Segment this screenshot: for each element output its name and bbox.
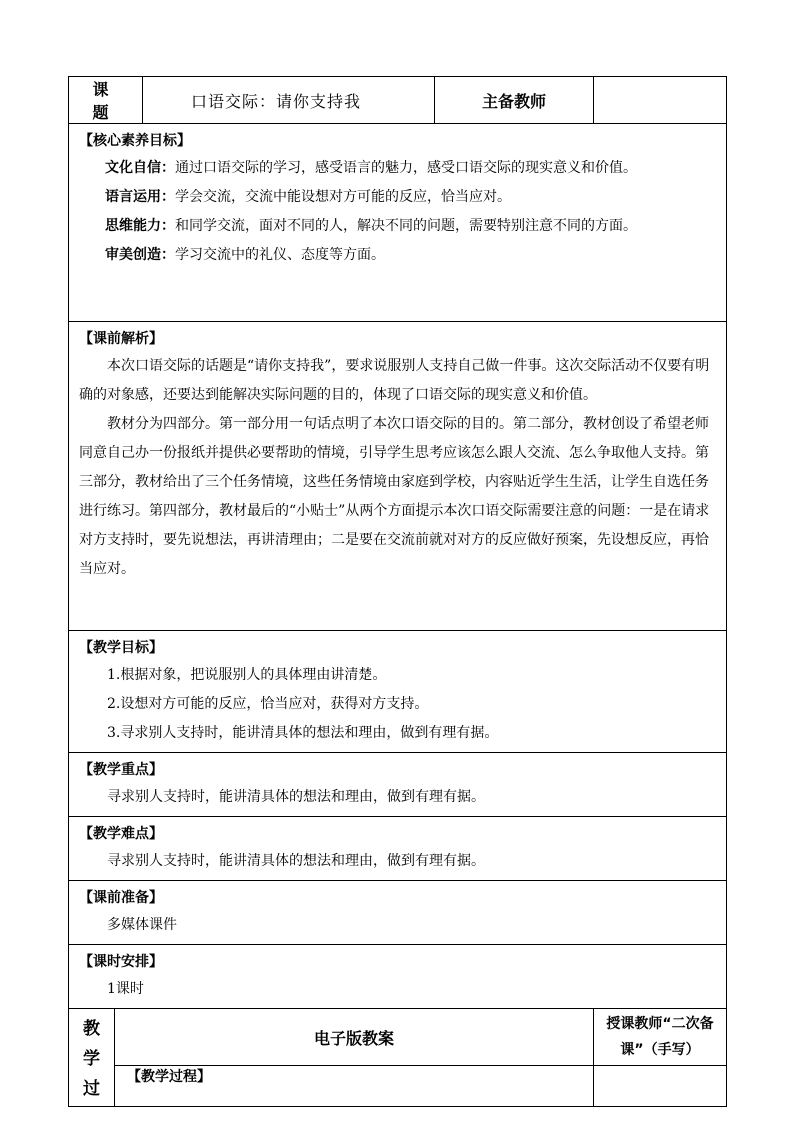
core-goal-text: 学习交流中的礼仪、态度等方面。 xyxy=(175,247,385,263)
teaching-goal-item: 2.设想对方可能的反应，恰当应对，获得对方支持。 xyxy=(107,696,429,712)
process-header-row xyxy=(69,1009,727,1066)
main-teacher-value[interactable] xyxy=(594,77,727,124)
core-goal-lead: 文化自信： xyxy=(105,160,175,176)
core-goal-item xyxy=(79,183,718,212)
main-teacher-label: 主备教师 xyxy=(435,77,594,124)
difficulties-heading: 【教学难点】 xyxy=(79,826,163,842)
core-goal-item xyxy=(79,241,718,270)
electronic-plan-label: 电子版教案 xyxy=(115,1009,594,1066)
side-char: 教 xyxy=(83,1018,100,1039)
core-goal-text: 通过口语交际的学习，感受语言的魅力，感受口语交际的现实意义和价值。 xyxy=(175,160,637,176)
preparation-heading: 【课前准备】 xyxy=(79,890,163,906)
key-points-heading: 【教学重点】 xyxy=(79,762,163,778)
difficulties-text: 寻求别人支持时，能讲清具体的想法和理由，做到有理有据。 xyxy=(107,853,485,869)
schedule-heading: 【课时安排】 xyxy=(79,954,163,970)
core-goal-lead: 审美创造： xyxy=(105,247,175,263)
subject-label: 课 题 xyxy=(69,77,143,124)
analysis-heading: 【课前解析】 xyxy=(79,331,163,347)
analysis-paragraph: 本次口语交际的话题是“请你支持我”，要求说服别人支持自己做一件事。这次交际活动不仅要有明确的对象感，还要达到能解决实际问题的目的，体现了口语交际的现实意义和价值。 xyxy=(79,358,710,403)
side-char: 过 xyxy=(83,1078,100,1099)
core-goal-lead: 语言运用： xyxy=(105,189,175,205)
key-points-text: 寻求别人支持时，能讲清具体的想法和理由，做到有理有据。 xyxy=(107,789,485,805)
lesson-title: 口语交际：请你支持我 xyxy=(143,77,435,124)
preparation-row xyxy=(69,881,727,945)
teaching-goals-heading: 【教学目标】 xyxy=(79,640,163,656)
teaching-goals-row xyxy=(69,631,727,753)
side-char: 学 xyxy=(83,1048,100,1069)
process-content-row xyxy=(69,1066,727,1107)
core-goal-lead: 思维能力： xyxy=(105,218,175,234)
preparation-text: 多媒体课件 xyxy=(107,917,177,933)
lesson-plan-page xyxy=(68,76,726,1107)
core-goal-item xyxy=(79,154,718,183)
analysis-paragraph: 教材分为四部分。第一部分用一句话点明了本次口语交际的目的。第二部分，教材创设了希望老师同意自己办一份报纸并提供必要帮助的情境，引导学生思考应该怎么跟人交流、怎么争取他人支持。第三部分，教材给出了三个任务情境，这些任务情境由家庭到学校，内容贴近学生生活，让学生自选任务进行练习。第四部分，教材最后的“小贴士”从两个方面提示本次口语交际需要注意的问题：一是在请求对方支持时，要先说想法，再讲清理由；二是要在交流前就对对方的反应做好预案，先设想反应，再恰当应对。 xyxy=(79,416,710,577)
core-goal-item xyxy=(79,212,718,241)
handwritten-notes-area[interactable] xyxy=(594,1066,727,1107)
lesson-plan-table xyxy=(68,76,727,1107)
key-points-row xyxy=(69,753,727,817)
schedule-text: 1课时 xyxy=(107,981,144,997)
second-prep-label: 授课教师“二次备课”（手写） xyxy=(594,1009,727,1066)
teaching-process-side-label xyxy=(69,1009,115,1107)
core-goals-heading: 【核心素养目标】 xyxy=(79,133,191,149)
core-goal-text: 学会交流，交流中能设想对方可能的反应，恰当应对。 xyxy=(175,189,511,205)
schedule-row xyxy=(69,945,727,1009)
teaching-goal-item: 3.寻求别人支持时，能讲清具体的想法和理由，做到有理有据。 xyxy=(107,725,499,741)
core-goals-row xyxy=(69,124,727,322)
analysis-row xyxy=(69,322,727,631)
teaching-goal-item: 1.根据对象，把说服别人的具体理由讲清楚。 xyxy=(107,667,387,683)
difficulties-row xyxy=(69,817,727,881)
teaching-process-heading: 【教学过程】 xyxy=(115,1066,594,1107)
header-row xyxy=(69,77,727,124)
core-goal-text: 和同学交流，面对不同的人，解决不同的问题，需要特别注意不同的方面。 xyxy=(175,218,637,234)
